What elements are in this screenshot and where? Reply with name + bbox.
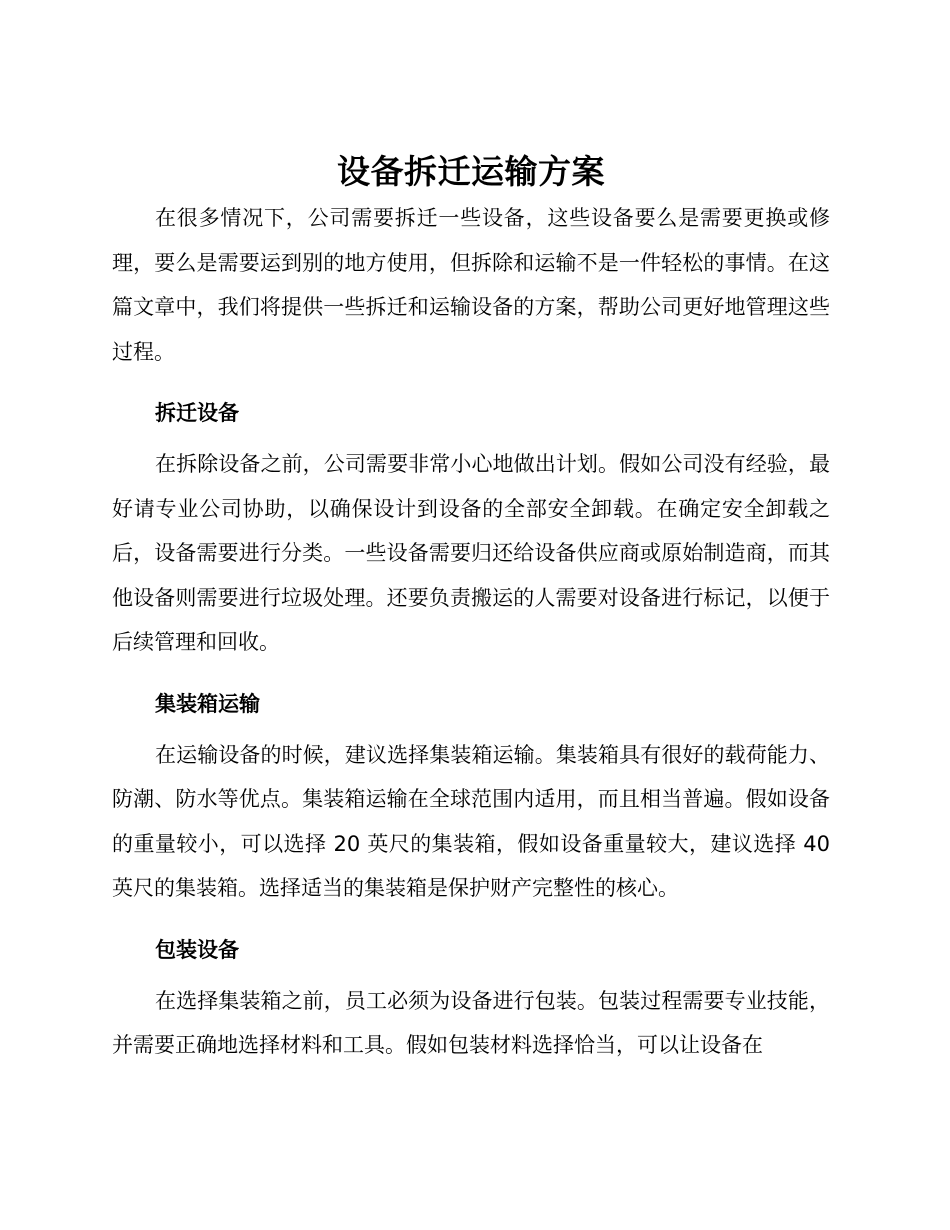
section-body-dismantle: 在拆除设备之前，公司需要非常小心地做出计划。假如公司没有经验，最好请专业公司协助，以确保设计到设备的全部安全卸载。在确定安全卸载之后，设备需要进行分类。一些设备需要归还给设备供应商或原始制造商，而其他设备则需要进行垃圾处理。还要负责搬运的人需要对设备进行标记，以便于后续管理和回收。 [112,452,830,654]
document-title: 设备拆迁运输方案 [337,152,605,191]
intro-paragraph: 在很多情况下，公司需要拆迁一些设备，这些设备要么是需要更换或修理，要么是需要运到别的地方使用，但拆除和运输不是一件轻松的事情。在这篇文章中，我们将提供一些拆迁和运输设备的方案，帮助公司更好地管理这些过程。 [112,206,830,364]
section-heading-container-transport: 集装箱运输 [155,691,260,716]
section-heading-dismantle: 拆迁设备 [155,401,239,425]
section-body-container-transport: 在运输设备的时候，建议选择集装箱运输。集装箱具有很好的载荷能力、防潮、防水等优点。集装箱运输在全球范围内适用，而且相当普遍。假如设备的重量较小，可以选择 20 英尺的集装箱，假如设备重量较大，建议选择 40 英尺的集装箱。选择适当的集装箱是保护财产完整性的核心。 [112,742,830,900]
section-body-packaging: 在选择集装箱之前，员工必须为设备进行包装。包装过程需要专业技能，并需要正确地选择材料和工具。假如包装材料选择恰当，可以让设备在 [112,988,830,1057]
section-heading-packaging: 包装设备 [155,937,239,962]
